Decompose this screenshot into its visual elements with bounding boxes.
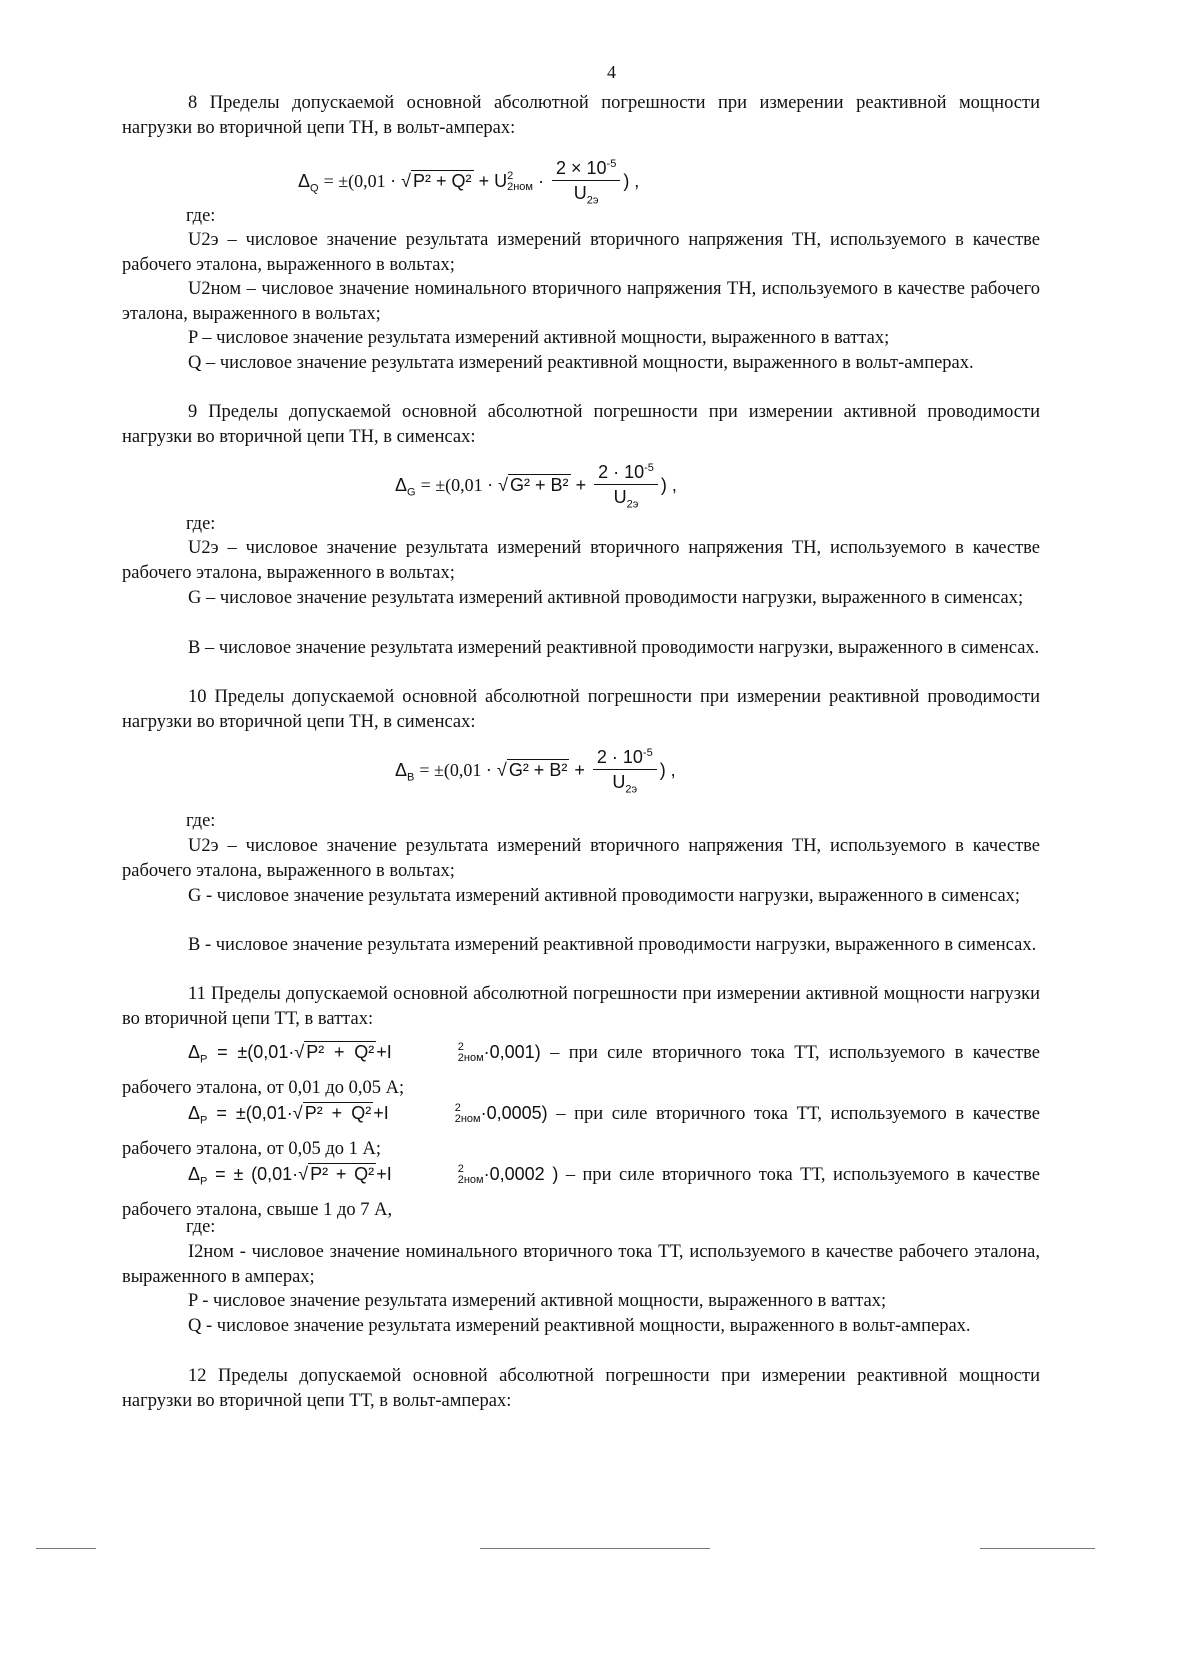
definition: Q - числовое значение результата измерений реактивной мощности, выраженного в вольт-амперах. [188,1316,971,1336]
definition: U2э – числовое значение результата измерений вторичного напряжения ТН, используемого в качестве рабочего эталона, выраженного в вольтах; [122,836,1040,881]
definition: P - числовое значение результата измерений активной мощности, выраженного в ваттах; [188,1291,887,1311]
scan-artifact [980,1548,1095,1549]
section-12-intro: 12 Пределы допускаемой основной абсолютной погрешности при измерении реактивной мощности нагрузки во вторичной цепи ТТ, в вольт-амперах: [122,1366,1040,1411]
scan-artifact [480,1548,710,1549]
definition: G - числовое значение результата измерений активной проводимости нагрузки, выраженного в сименсах; [188,886,1021,906]
definition: I2ном - числовое значение номинального вторичного тока ТТ, используемого в качестве рабочего эталона, выраженного в амперах; [122,1242,1040,1287]
formula-delta-p-3: $\Delta_P$ = ± (0,01·√ P² + Q² +I 2 2ном ·0,0002 ) – при силе вторичного тока ТТ, используемого в качестве рабочего эталона, свыше 1 до 7 А, [122,1163,1040,1220]
scan-artifact [36,1548,96,1549]
definition: Q – числовое значение результата измерений реактивной мощности, выраженного в вольт-амперах. [188,353,974,373]
section-9-intro: 9 Пределы допускаемой основной абсолютной погрешности при измерении активной проводимости нагрузки во вторичной цепи ТН, в сименсах: [122,402,1040,447]
where-label: где: [186,206,216,226]
section-11-intro: 11 Пределы допускаемой основной абсолютной погрешности при измерении активной мощности нагрузки во вторичной цепи ТТ, в ваттах: [122,984,1040,1029]
section-10-intro: 10 Пределы допускаемой основной абсолютной погрешности при измерении реактивной проводимости нагрузки во вторичной цепи ТН, в сименсах: [122,687,1040,732]
definition: G – числовое значение результата измерений активной проводимости нагрузки, выраженного в сименсах; [188,588,1024,608]
definition: U2э – числовое значение результата измерений вторичного напряжения ТН, используемого в качестве рабочего эталона, выраженного в вольтах; [122,538,1040,583]
where-label: где: [186,1217,216,1237]
formula-delta-g: $\Delta_G = \pm(0,01$ · √ G² + B² + $2 \cdot 10^{-5}$ $U_{2э}$ ) , [395,462,677,511]
definition: B - числовое значение результата измерений реактивной проводимости нагрузки, выраженного в сименсах. [188,935,1037,955]
formula-delta-p-1: $\Delta_P = \pm(0,01\cdot√$ P² + Q² +I 2 2ном ·0,001) – при силе вторичного тока ТТ, используемого в качестве рабочего эталона, от 0,01 до 0,05 А; [122,1041,1040,1098]
definition: B – числовое значение результата измерений реактивной проводимости нагрузки, выраженного в сименсах. [188,638,1040,658]
definition: U2э – числовое значение результата измерений вторичного напряжения ТН, используемого в качестве рабочего эталона, выраженного в вольтах; [122,230,1040,275]
formula-delta-p-2: $\Delta_P = \pm(0,01\cdot√$ P² + Q² +I 2 2ном ·0,0005) – при силе вторичного тока ТТ, используемого в качестве рабочего эталона, от 0,05 до 1 А; [122,1102,1040,1159]
where-label: где: [186,811,216,831]
section-8-intro: 8 Пределы допускаемой основной абсолютной погрешности при измерении реактивной мощности нагрузки во вторичной цепи ТН, в вольт-амперах: [122,93,1040,138]
definition: U2ном – числовое значение номинального вторичного напряжения ТН, используемого в качестве рабочего эталона, выраженного в вольтах; [122,279,1040,324]
page-number: 4 [607,62,616,82]
where-label: где: [186,514,216,534]
formula-delta-q: $\Delta_Q = \pm(0,01$ · √ P² + Q² + U 2 2ном · $2 \times 10^{-5}$ $U_{2э}$ ) , [298,158,640,207]
definition: P – числовое значение результата измерений активной мощности, выраженного в ваттах; [188,328,890,348]
formula-delta-b: $\Delta_B = \pm(0,01$ · √ G² + B² + $2 \cdot 10^{-5}$ $U_{2э}$ ) , [395,747,676,796]
